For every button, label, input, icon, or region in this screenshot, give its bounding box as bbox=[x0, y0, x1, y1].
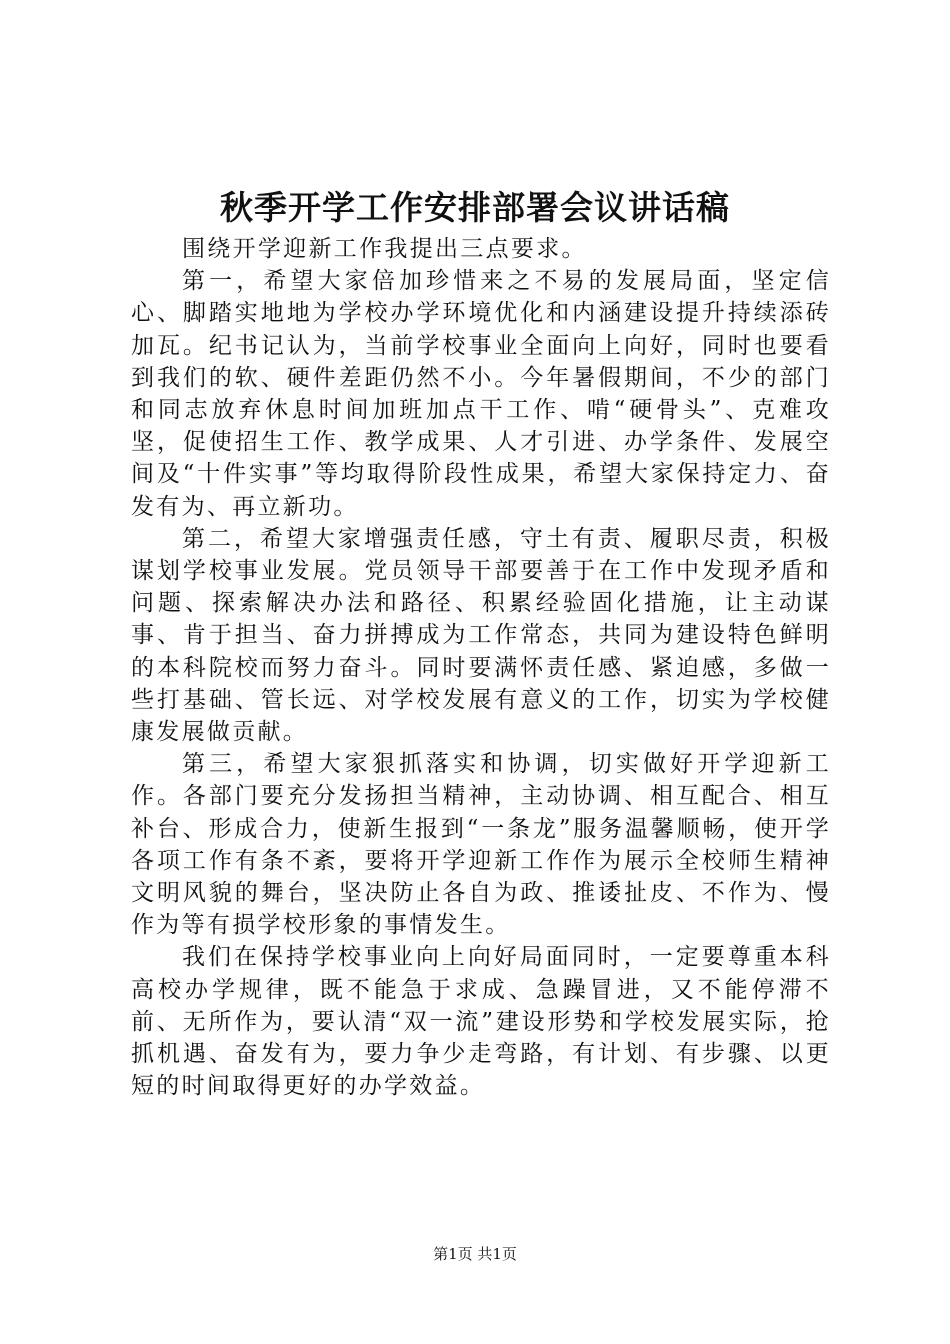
paragraph-third: 第三，希望大家狠抓落实和协调，切实做好开学迎新工作。各部门要充分发扬担当精神，主动协调、相互配合、相互补台、形成合力，使新生报到“一条龙”服务温馨顺畅，使开学各项工作有条不紊，要将开学迎新工作作为展示全校师生精神文明风貌的舞台，坚决防止各自为政、推诿扯皮、不作为、慢作为等有损学校形象的事情发生。 bbox=[131, 751, 831, 939]
paragraph-intro: 围绕开学迎新工作我提出三点要求。 bbox=[182, 236, 587, 262]
document-body bbox=[131, 233, 831, 1102]
page-number-footer: 第1页 共1页 bbox=[433, 1245, 517, 1263]
paragraph-first: 第一，希望大家倍加珍惜来之不易的发展局面，坚定信心、脚踏实地地为学校办学环境优化和内涵建设提升持续添砖加瓦。纪书记认为，当前学校事业全面向上向好，同时也要看到我们的软、硬件差距仍然不小。今年暑假期间，不少的部门和同志放弃休息时间加班加点干工作、啃“硬骨头”、克难攻坚，促使招生工作、教学成果、人才引进、办学条件、发展空间及“十件实事”等均取得阶段性成果，希望大家保持定力、奋发有为、再立新功。 bbox=[131, 268, 831, 520]
paragraph-closing: 我们在保持学校事业向上向好局面同时，一定要尊重本科高校办学规律，既不能急于求成、急躁冒进，又不能停滞不前、无所作为，要认清“双一流”建设形势和学校发展实际，抢抓机遇、奋发有为，要力争少走弯路，有计划、有步骤、以更短的时间取得更好的办学效益。 bbox=[131, 944, 831, 1100]
document-title: 秋季开学工作安排部署会议讲话稿 bbox=[220, 188, 730, 227]
paragraph-second: 第二，希望大家增强责任感，守土有责、履职尽责，积极谋划学校事业发展。党员领导干部要善于在工作中发现矛盾和问题、探索解决办法和路径、积累经验固化措施，让主动谋事、肯于担当、奋力拼搏成为工作常态，共同为建设特色鲜明的本科院校而努力奋斗。同时要满怀责任感、紧迫感，多做一些打基础、管长远、对学校发展有意义的工作，切实为学校健康发展做贡献。 bbox=[131, 525, 831, 746]
